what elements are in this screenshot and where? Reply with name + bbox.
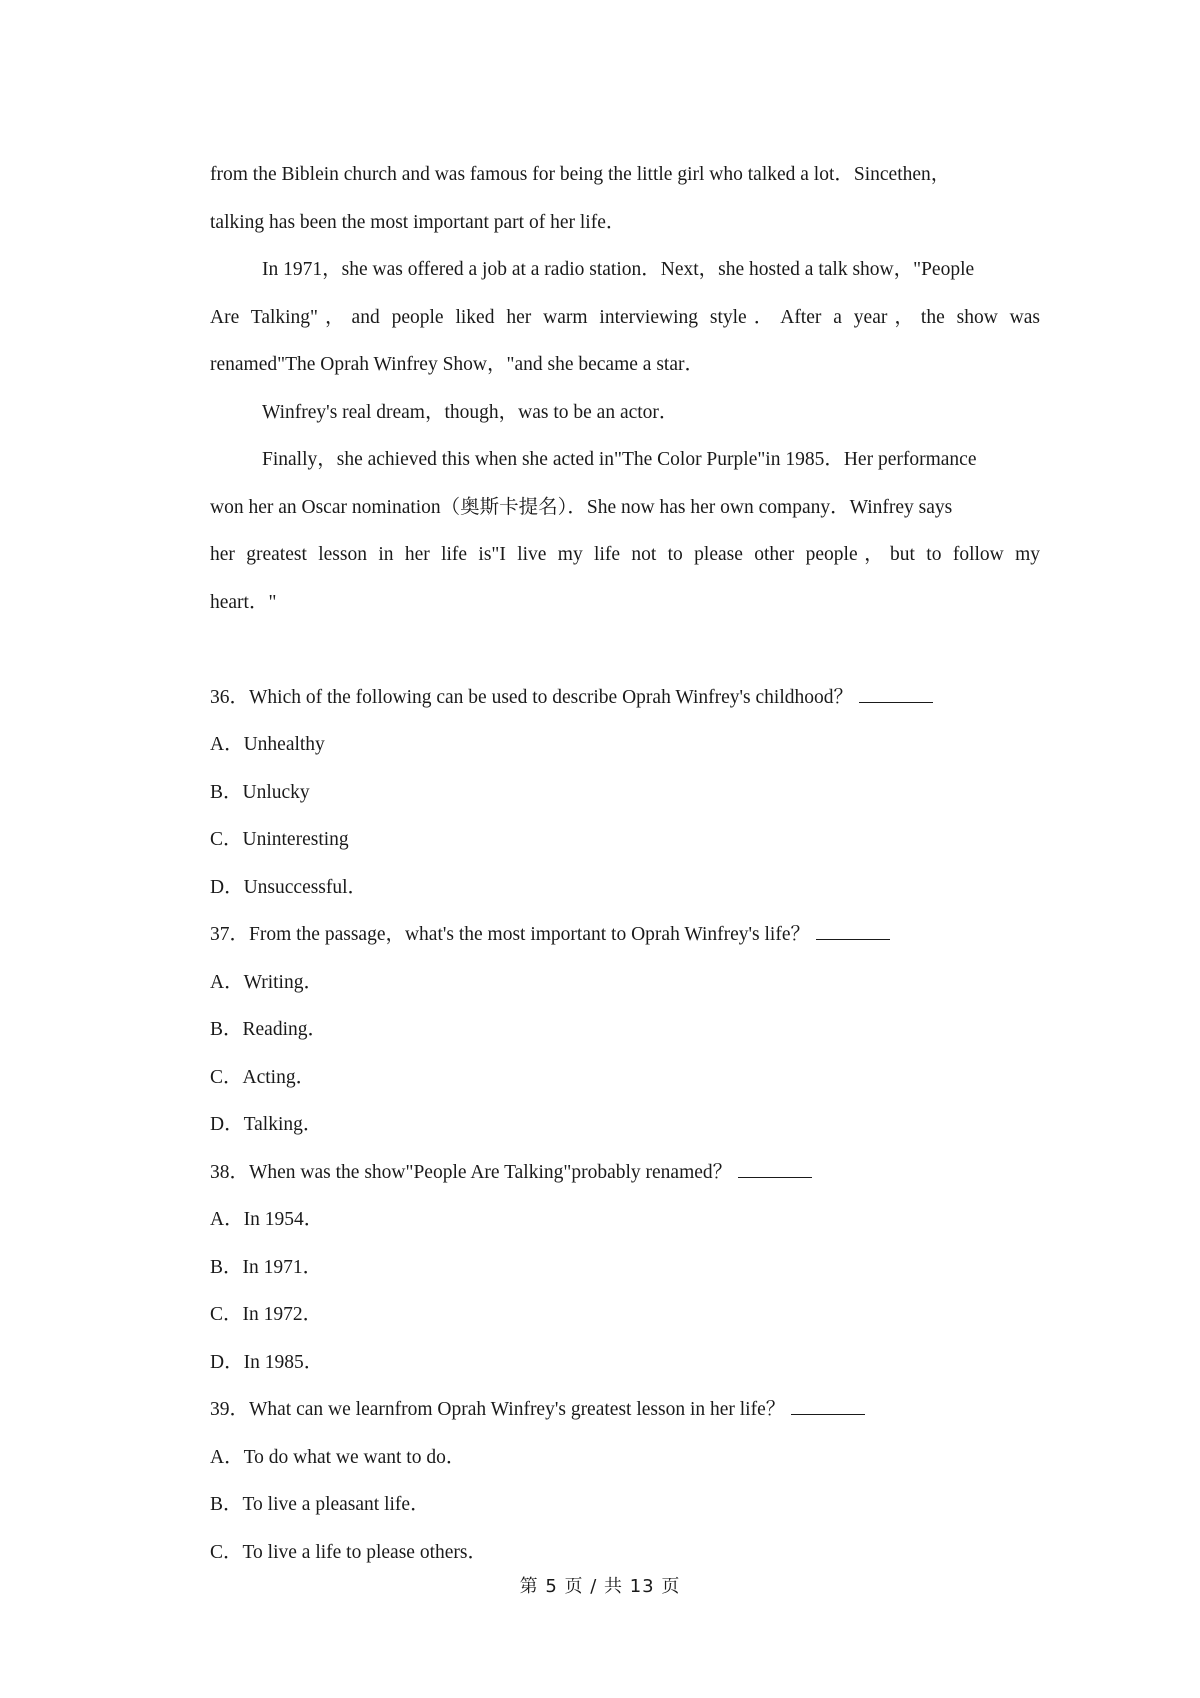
option-37-b: B．Reading． bbox=[210, 1019, 327, 1040]
question-stem: 37．From the passage，what's the most important to Oprah Winfrey's life？ bbox=[210, 924, 810, 945]
question-38 bbox=[210, 1149, 1040, 1197]
option-38-a: A．In 1954． bbox=[210, 1209, 324, 1230]
option-39-c: C．To live a life to please others． bbox=[210, 1541, 487, 1563]
answer-blank bbox=[738, 1163, 812, 1178]
passage-line: heart．" bbox=[210, 591, 277, 613]
question-36 bbox=[210, 674, 1040, 722]
option-37-d: D．Talking． bbox=[210, 1114, 323, 1135]
passage-line: from the Biblein church and was famous for being the little girl who talked a lot．Sincethen， bbox=[210, 164, 951, 185]
option-39-a: A．To do what we want to do． bbox=[210, 1446, 466, 1468]
passage-line: her greatest lesson in her life is"I live my life not to please other people，but to follow my bbox=[210, 544, 1040, 565]
passage-line: In 1971，she was offered a job at a radio station．Next，she hosted a talk show，"People bbox=[262, 259, 975, 280]
option-38-b: B．In 1971． bbox=[210, 1256, 323, 1278]
answer-blank bbox=[859, 688, 933, 703]
option-36-b: B．Unlucky bbox=[210, 781, 310, 803]
page-content bbox=[210, 151, 1040, 1576]
section-spacer bbox=[210, 626, 1040, 674]
question-stem: 39．What can we learnfrom Oprah Winfrey's greatest lesson in her life？ bbox=[210, 1399, 786, 1420]
passage-line: renamed"The Oprah Winfrey Show，"and she became a star． bbox=[210, 354, 704, 375]
passage-line: Are Talking"，and people liked her warm interviewing style．After a year，the show was bbox=[210, 306, 1040, 328]
passage-line: Winfrey's real dream，though，was to be an actor． bbox=[262, 401, 679, 423]
answer-blank bbox=[816, 925, 890, 940]
question-stem: 38．When was the show"People Are Talking"probably renamed？ bbox=[210, 1161, 733, 1183]
question-37 bbox=[210, 911, 1040, 959]
option-36-c: C．Uninteresting bbox=[210, 829, 349, 850]
passage-line: won her an Oscar nomination（奥斯卡提名）．She now has her own company．Winfrey says bbox=[210, 496, 953, 518]
page-number-footer: 第 5 页 / 共 13 页 bbox=[519, 1576, 681, 1597]
option-39-b: B．To live a pleasant life． bbox=[210, 1494, 430, 1515]
option-36-d: D．Unsuccessful． bbox=[210, 876, 368, 898]
answer-blank bbox=[791, 1400, 865, 1415]
passage-line: talking has been the most important part of her life． bbox=[210, 211, 626, 233]
question-stem: 36．Which of the following can be used to describe Oprah Winfrey's childhood？ bbox=[210, 686, 853, 708]
option-37-a: A．Writing． bbox=[210, 971, 323, 993]
question-39 bbox=[210, 1386, 1040, 1434]
option-37-c: C．Acting． bbox=[210, 1066, 316, 1088]
option-38-d: D．In 1985． bbox=[210, 1351, 324, 1373]
option-36-a: A．Unhealthy bbox=[210, 734, 325, 755]
option-38-c: C．In 1972． bbox=[210, 1304, 323, 1325]
passage-line: Finally，she achieved this when she acted in"The Color Purple"in 1985．Her performance bbox=[262, 449, 977, 470]
